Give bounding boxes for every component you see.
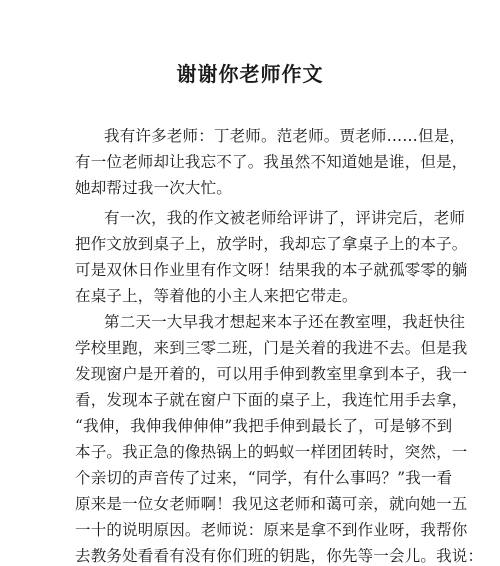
paragraph-3-line-3: 发现窗户是开着的，可以用手伸到教室里拿到本子，我一 — [75, 365, 468, 383]
paragraph-3-line-5: “我伸，我伸我伸伸伸”我把手伸到最长了，可是够不到 — [75, 417, 453, 435]
paragraph-1-line-2: 有一位老师却让我忘不了。我虽然不知道她是谁，但是， — [75, 153, 468, 171]
paragraph-3-line-1: 第二天一大早我才想起来本子还在教室哩，我赶快往 — [104, 313, 466, 331]
document-title: 谢谢你老师作文 — [176, 62, 324, 86]
paragraph-3-line-2: 学校里跑，来到三零二班，门是关着的我进不去。但是我 — [75, 339, 468, 357]
paragraph-2-line-3: 可是双休日作业里有作文呀！结果我的本子就孤零零的躺 — [75, 261, 468, 279]
paragraph-1-line-1: 我有许多老师：丁老师。范老师。贾老师……但是， — [104, 127, 466, 145]
paragraph-3-line-6: 本子。我正急的像热锅上的蚂蚁一样团团转时，突然，一 — [75, 443, 468, 461]
paragraph-2-line-4: 在桌子上，等着他的小主人来把它带走。 — [75, 287, 358, 305]
paragraph-3-line-7: 个亲切的声音传了过来，“同学，有什么事吗？”我一看 — [75, 469, 453, 487]
paragraph-2-line-2: 把作文放到桌子上，放学时，我却忘了拿桌子上的本子。 — [75, 235, 468, 253]
paragraph-3-line-8: 原来是一位女老师啊！我见这老师和蔼可亲，就向她一五 — [75, 495, 468, 513]
paragraph-1-line-3: 她却帮过我一次大忙。 — [75, 179, 233, 197]
paragraph-2-line-1: 有一次，我的作文被老师给评讲了，评讲完后，老师 — [104, 209, 466, 227]
paragraph-3-line-10: 去教务处看看有没有你们班的钥匙，你先等一会儿。我说： — [75, 547, 484, 565]
paragraph-3-line-9: 一十的说明原因。老师说：原来是拿不到作业呀，我帮你 — [75, 521, 468, 539]
paragraph-3-line-4: 看，发现本子就在窗户下面的桌子上，我连忙用手去拿， — [75, 391, 468, 409]
